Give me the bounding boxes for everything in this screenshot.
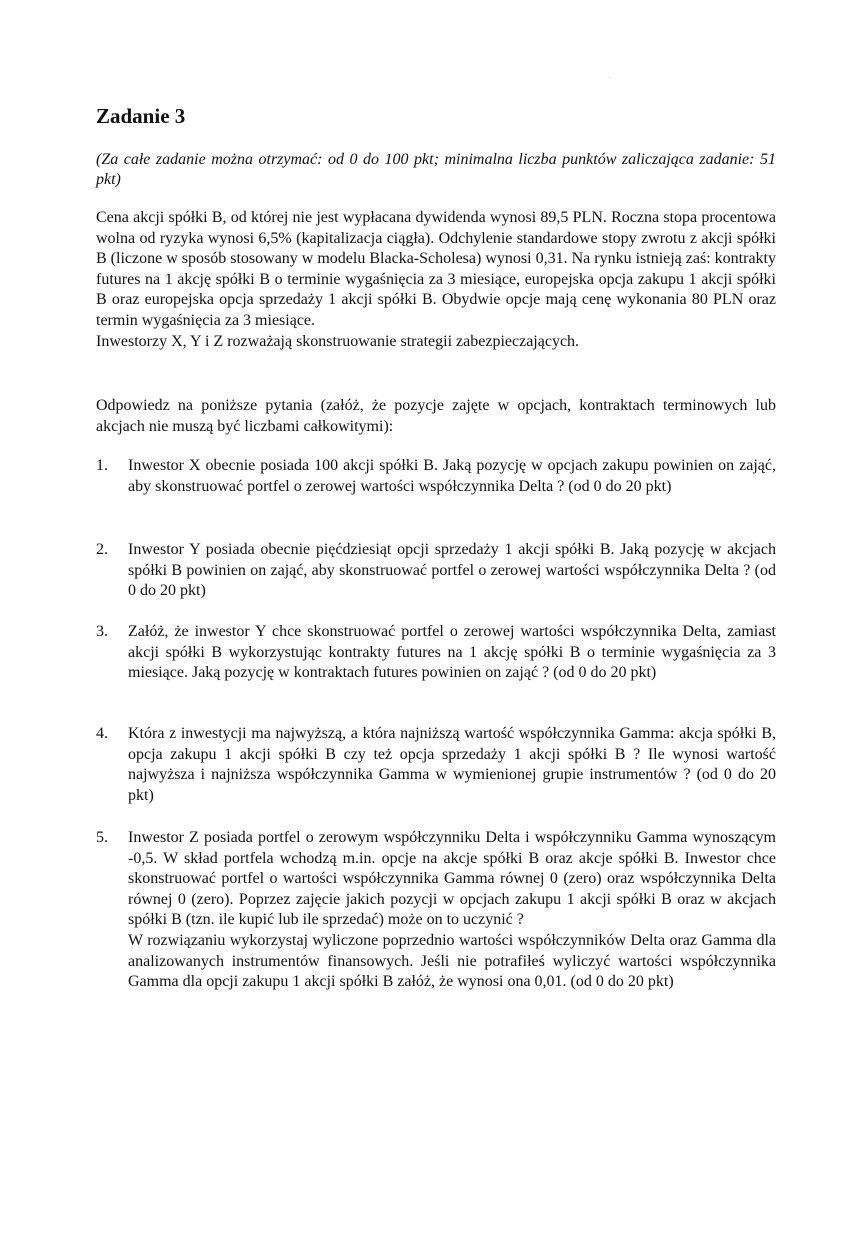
question-4 (96, 724, 776, 806)
task-title: Zadanie 3 (96, 104, 186, 128)
question-2 (96, 540, 776, 602)
question-number: 1. (96, 457, 108, 474)
investors-line: Inwestorzy X, Y i Z rozważają skonstruowanie strategii zabezpieczających. (96, 332, 580, 350)
question-number: 5. (96, 829, 108, 846)
question-number: 3. (96, 623, 108, 640)
description-paragraph: Cena akcji spółki B, od której nie jest wypłacana dywidenda wynosi 89,5 PLN. Roczna stopa procentowa wolna od ryzyka wynosi 6,5% (kapitalizacja ciągła). Odchylenie standardowe stopy zwrotu z akcji spółki B (liczone w sposób stosowany w modelu Blacka-Scholesa) wynosi 0,31. Na rynku istnieją zaś: kontrakty futures na 1 akcję spółki B o terminie wygaśnięcia za 3 miesiące, europejska opcja zakupu 1 akcji spółki B oraz europejska opcja sprzedaży 1 akcji spółki B. Obydwie opcje mają cenę wykonania 80 PLN oraz termin wygaśnięcia za 3 miesiące. (96, 209, 776, 329)
question-hint: W rozwiązaniu wykorzystaj wyliczone poprzednio wartości współczynników Delta oraz Gamma dla analizowanych instrumentów finansowych. Jeśli nie potrafiłeś wyliczyć wartości współczynnika Gamma dla opcji zakupu 1 akcji spółki B załóż, że wynosi ona 0,01. (od 0 do 20 pkt) (128, 931, 776, 991)
task-description (96, 208, 776, 352)
question-1 (96, 456, 776, 497)
question-text: Która z inwestycji ma najwyższą, a która najniższą wartość współczynnika Gamma: akcja spółki B, opcja zakupu 1 akcji spółki B czy też opcja sprzedaży 1 akcji spółki B ? Ile wynosi wartość najwyższa i najniższa współczynnika Gamma w wymienionej grupie instrumentów ? (od 0 do 20 pkt) (128, 725, 776, 804)
scoring-note: (Za całe zadanie można otrzymać: od 0 do 100 pkt; minimalna liczba punktów zaliczająca zadanie: 51 pkt) (96, 151, 776, 188)
question-number: 2. (96, 541, 108, 558)
question-text: Inwestor Z posiada portfel o zerowym współczynniku Delta i współczynniku Gamma wynoszącym -0,5. W skład portfela wchodzą m.in. opcje na akcje spółki B oraz akcje spółki B. Inwestor chce skonstruować portfel o wartości współczynnika Gamma równej 0 (zero) oraz współczynnika Delta równej 0 (zero). Poprzez zajęcie jakich pozycji w opcjach zakupu 1 akcji spółki B oraz w akcjach spółki B (tzn. ile kupić lub ile sprzedać) może on to uczynić ? (128, 829, 776, 929)
instruction-paragraph: Odpowiedz na poniższe pytania (załóż, że pozycje zajęte w opcjach, kontraktach terminowych lub akcjach nie muszą być liczbami całkowitymi): (96, 397, 776, 435)
question-text: Inwestor Y posiada obecnie pięćdziesiąt opcji sprzedaży 1 akcji spółki B. Jaką pozycję w akcjach spółki B powinien on zająć, aby skonstruować portfel o zerowej wartości współczynnika Delta ? (od 0 do 20 pkt) (128, 541, 776, 600)
question-text: Inwestor X obecnie posiada 100 akcji spółki B. Jaką pozycję w opcjach zakupu powinien on zająć, aby skonstruować portfel o zerowej wartości współczynnika Delta ? (od 0 do 20 pkt) (128, 457, 776, 495)
question-3 (96, 622, 776, 684)
question-text: Załóż, że inwestor Y chce skonstruować portfel o zerowej wartości współczynnika Delta, zamiast akcji spółki B wykorzystując kontrakty futures na 1 akcję spółki B o terminie wygaśnięcia za 3 miesiące. Jaką pozycję w kontraktach futures powinien on zająć ? (od 0 do 20 pkt) (128, 623, 776, 682)
question-5 (96, 828, 776, 993)
scan-speck (609, 77, 611, 78)
question-number: 4. (96, 725, 108, 742)
